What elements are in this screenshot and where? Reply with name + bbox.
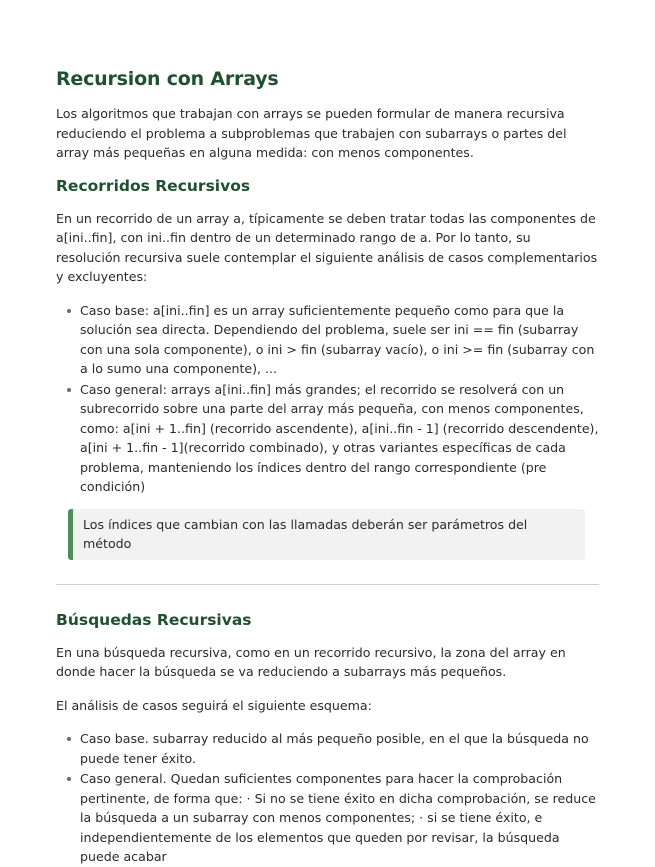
section-heading-recorridos: Recorridos Recursivos — [56, 176, 251, 195]
busquedas-paragraph-2: El análisis de casos seguirá el siguiente esquema: — [56, 697, 372, 713]
section-busquedas — [56, 611, 599, 867]
list-item: Caso general. Quedan suficientes componentes para hacer la comprobación pertinente, de forma que: · Si no se tiene éxito en dicha comprobación, se reduce la búsqueda a un subarray con menos componentes; · si se tiene éxito, e independientemente de los elementos que queden por revisar, la búsqueda puede acabar — [80, 769, 599, 867]
list-item: Caso base: a[ini..fin] es un array suficientemente pequeño como para que la solución sea directa. Dependiendo del problema, suele ser ini == fin (subarray con una sola componente), o ini > fin (subarray vacío), o ini >= fin (subarray con a lo sumo una componente), ... — [80, 301, 599, 379]
callout-note: Los índices que cambian con las llamadas deberán ser parámetros del método — [68, 509, 585, 560]
list-item: Caso general: arrays a[ini..fin] más grandes; el recorrido se resolverá con un subrecorrido sobre una parte del array más pequeña, con menos componentes, como: a[ini + 1..fin] (recorrido ascendente), a[ini..fin - 1] (recorrido descendente), a[ini + 1..fin - 1](recorrido combinado), y otras variantes específicas de cada problema, manteniendo los índices dentro del rango correspondiente (pre condición) — [80, 380, 599, 497]
intro-paragraph: Los algoritmos que trabajan con arrays se pueden formular de manera recursiva reduciendo el problema a subproblemas que trabajen con subarrays o partes del array más pequeñas en alguna medida: con menos componentes. — [56, 106, 567, 160]
busquedas-paragraph-1: En una búsqueda recursiva, como en un recorrido recursivo, la zona del array en donde hacer la búsqueda se va reduciendo a subarrays más pequeños. — [56, 644, 566, 679]
recorridos-paragraph: En un recorrido de un array a, típicamente se deben tratar todas las componentes de a[ini..fin], con ini..fin dentro de un determinado rango de a. Por lo tanto, su resolución recursiva suele contemplar el siguiente análisis de casos complementarios y excluyentes: — [56, 210, 598, 284]
list-item: Caso base. subarray reducido al más pequeño posible, en el que la búsqueda no puede tener éxito. — [80, 729, 599, 768]
section-heading-busquedas: Búsquedas Recursivas — [56, 610, 252, 629]
page-title: Recursion con Arrays — [56, 68, 279, 90]
recorridos-list — [56, 301, 599, 497]
section-divider — [56, 584, 599, 585]
section-recorridos — [56, 177, 599, 560]
busquedas-list — [56, 729, 599, 867]
